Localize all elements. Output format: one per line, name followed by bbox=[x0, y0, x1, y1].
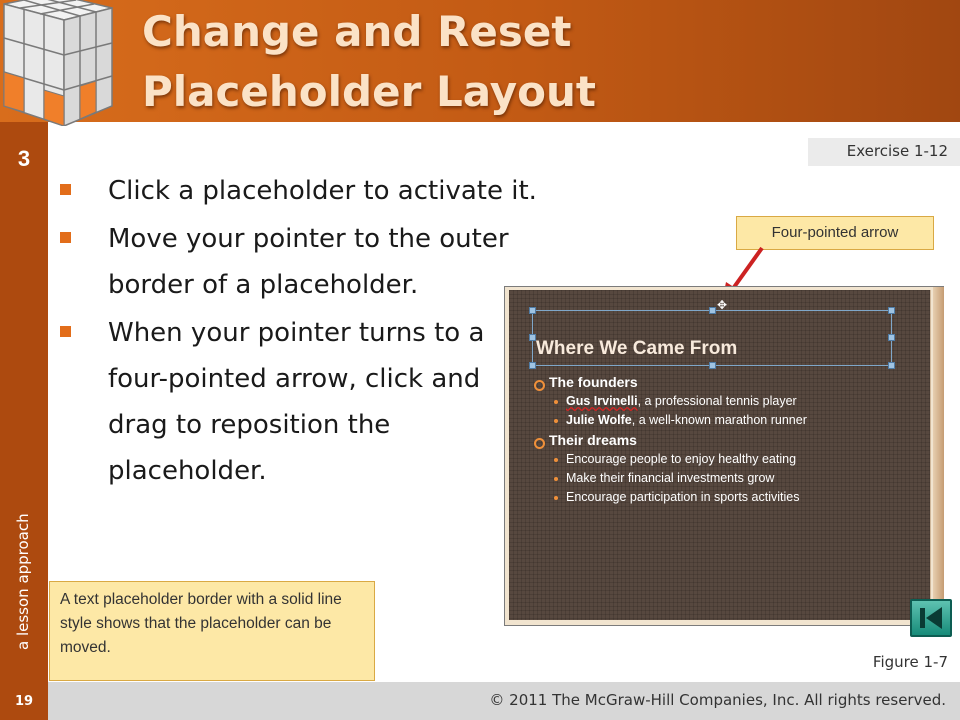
figure-label: Figure 1-7 bbox=[872, 653, 948, 671]
figure-heading: Their dreams bbox=[549, 432, 637, 448]
founder-name: Julie Wolfe bbox=[566, 413, 632, 427]
border-note-callout bbox=[49, 581, 375, 681]
level2-bullet-icon bbox=[554, 400, 558, 404]
founder-desc: , a well-known marathon runner bbox=[631, 413, 807, 427]
resize-handle[interactable] bbox=[529, 334, 536, 341]
slide-title-line2: Placeholder Layout bbox=[142, 67, 596, 116]
skip-back-icon bbox=[912, 601, 950, 635]
slide-title-line1: Change and Reset bbox=[142, 7, 572, 56]
figure-list-item: Encourage participation in sports activities bbox=[566, 490, 800, 504]
figure-screenshot bbox=[504, 286, 944, 626]
callout-note: A text placeholder border with a solid line style shows that the placeholder can be moved. bbox=[60, 591, 342, 656]
resize-handle[interactable] bbox=[709, 307, 716, 314]
exercise-tab bbox=[808, 138, 960, 166]
founder-desc: , a professional tennis player bbox=[637, 394, 797, 408]
bullet-marker bbox=[60, 326, 71, 337]
founder-name: Gus Irvinelli bbox=[566, 394, 638, 408]
resize-handle[interactable] bbox=[888, 334, 895, 341]
bullet-text: Move your pointer to the outer border of a placeholder. bbox=[108, 224, 509, 300]
resize-handle[interactable] bbox=[529, 307, 536, 314]
back-button[interactable] bbox=[910, 599, 952, 637]
level2-bullet-icon bbox=[554, 458, 558, 462]
resize-handle[interactable] bbox=[888, 307, 895, 314]
level1-bullet-icon bbox=[534, 438, 545, 449]
resize-handle[interactable] bbox=[709, 362, 716, 369]
resize-handle[interactable] bbox=[529, 362, 536, 369]
figure-list-item bbox=[566, 413, 807, 427]
figure-slide-title: Where We Came From bbox=[536, 338, 738, 359]
exercise-label: Exercise 1-12 bbox=[846, 142, 948, 160]
figure-list-item: Encourage people to enjoy healthy eating bbox=[566, 452, 797, 466]
level2-bullet-icon bbox=[554, 419, 558, 423]
bullet-text: Click a placeholder to activate it. bbox=[108, 176, 537, 206]
bullet-text: When your pointer turns to a four-pointed arrow, click and drag to reposition the placeholder. bbox=[108, 318, 485, 486]
figure-heading: The founders bbox=[549, 374, 638, 390]
slide-preview bbox=[509, 290, 931, 620]
lesson-approach-label: a lesson approach bbox=[14, 513, 32, 650]
bullet-marker bbox=[60, 184, 71, 195]
bullet-item bbox=[58, 310, 488, 494]
callout-label: Four-pointed arrow bbox=[771, 224, 899, 241]
level2-bullet-icon bbox=[554, 477, 558, 481]
resize-handle[interactable] bbox=[888, 362, 895, 369]
rubiks-cube-icon bbox=[0, 0, 134, 126]
chapter-number: 3 bbox=[17, 146, 31, 171]
figure-list-item bbox=[566, 394, 797, 408]
copyright-notice: © 2011 The McGraw-Hill Companies, Inc. All rights reserved. bbox=[489, 691, 946, 709]
title-band bbox=[0, 0, 960, 122]
four-pointed-arrow-icon: ✥ bbox=[717, 298, 728, 312]
level2-bullet-icon bbox=[554, 496, 558, 500]
level1-bullet-icon bbox=[534, 380, 545, 391]
bullet-marker bbox=[60, 232, 71, 243]
figure-list-item: Make their financial investments grow bbox=[566, 471, 775, 485]
page-number: 19 bbox=[14, 694, 34, 709]
bullet-item bbox=[58, 168, 618, 214]
figure-scrollbar bbox=[933, 287, 944, 625]
